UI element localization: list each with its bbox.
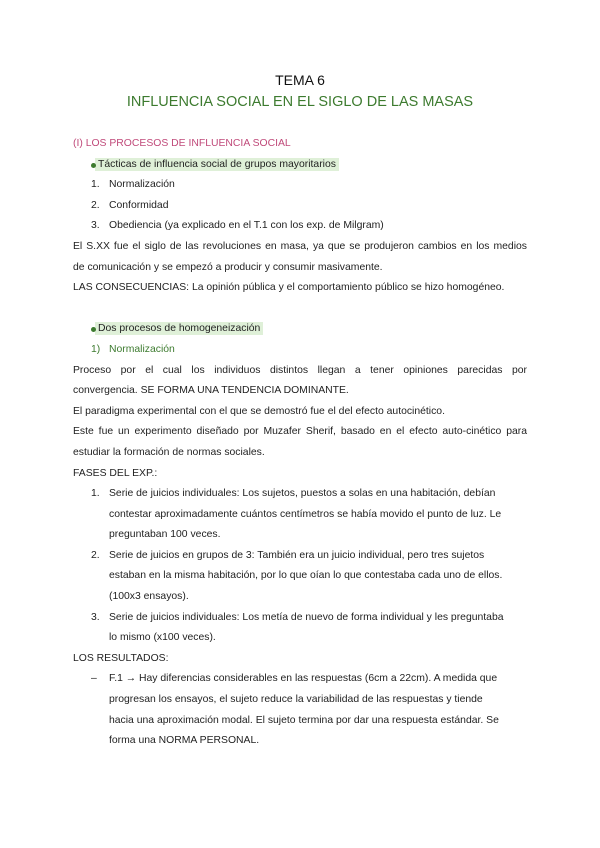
list-text: Conformidad xyxy=(109,199,169,211)
section-heading: (I) LOS PROCESOS DE INFLUENCIA SOCIAL xyxy=(73,138,291,149)
paragraph-line: convergencia. SE FORMA UNA TENDENCIA DOMINANTE. xyxy=(73,385,349,397)
list-number: 1. xyxy=(91,179,100,191)
bullet-tacticas xyxy=(73,155,527,176)
page-title: INFLUENCIA SOCIAL EN EL SIGLO DE LAS MASAS xyxy=(126,94,474,110)
list-continuation: forma una NORMA PERSONAL. xyxy=(109,735,260,747)
list-number: 3. xyxy=(91,220,100,232)
bullet-text: Dos procesos de homogeneización xyxy=(95,322,263,335)
list-item xyxy=(73,175,527,196)
list-continuation: estaban en la misma habitación, por lo que oían lo que contestaba cada uno de ellos. xyxy=(109,570,503,582)
list-number: 1. xyxy=(91,488,100,500)
list-text: Serie de juicios individuales: Los metía de nuevo de forma individual y les preguntaba xyxy=(109,611,504,623)
list-continuation: lo mismo (x100 veces). xyxy=(109,632,216,644)
spacer xyxy=(73,299,527,320)
list-item xyxy=(73,484,527,505)
dash-marker: – xyxy=(91,673,97,685)
fases-label: FASES DEL EXP.: xyxy=(73,467,158,479)
list-continuation: contestar aproximadamente cuántos centímetros se había movido el punto de luz. Le xyxy=(109,508,502,520)
resultado-item xyxy=(73,669,527,690)
paragraph-line: estudiar la formación de normas sociales. xyxy=(73,446,265,458)
resultados-label: LOS RESULTADOS: xyxy=(73,652,169,664)
list-continuation: preguntaban 100 veces. xyxy=(109,529,221,541)
bullet-homogeneizacion xyxy=(73,319,527,340)
tema-number: TEMA 6 xyxy=(275,72,325,88)
bullet-text: Tácticas de influencia social de grupos mayoritarios xyxy=(95,158,339,171)
list-number: 2. xyxy=(91,199,100,211)
list-continuation: hacia una aproximación modal. El sujeto termina por dar una respuesta estándar. Se xyxy=(109,714,499,726)
paragraph-line: El S.XX fue el siglo de las revoluciones en masa, ya que se produjeron cambios en los medios xyxy=(73,240,527,252)
paragraph-line: El paradigma experimental con el que se demostró fue el del efecto autocinético. xyxy=(73,405,445,417)
paragraph-line: Proceso por el cual los individuos distintos llegan a tener opiniones parecidas por xyxy=(73,364,527,376)
list-item xyxy=(73,196,527,217)
list-text: F.1 → Hay diferencias considerables en las respuestas (6cm a 22cm). A medida que xyxy=(109,673,498,685)
list-number: 3. xyxy=(91,611,100,623)
list-number: 1) xyxy=(91,343,101,355)
bullet-icon xyxy=(91,163,96,168)
list-continuation: progresan los ensayos, el sujeto reduce la variabilidad de las respuestas y tiende xyxy=(109,694,483,706)
list-item xyxy=(73,546,527,567)
subheading-text: Normalización xyxy=(109,343,175,355)
list-item xyxy=(73,216,527,237)
list-continuation: (100x3 ensayos). xyxy=(109,591,189,603)
paragraph-consecuencias: LAS CONSECUENCIAS: La opinión pública y el comportamiento público se hizo homogéneo. xyxy=(73,282,505,294)
paragraph-line: Este fue un experimento diseñado por Muzafer Sherif, basado en el efecto auto-cinético para xyxy=(73,426,527,438)
paragraph-line: de comunicación y se empezó a producir y consumir masivamente. xyxy=(73,261,383,273)
subheading-normalizacion xyxy=(73,340,527,361)
list-text: Serie de juicios en grupos de 3: También era un juicio individual, pero tres sujetos xyxy=(109,549,485,561)
list-text: Normalización xyxy=(109,179,175,191)
list-text: Obediencia (ya explicado en el T.1 con los exp. de Milgram) xyxy=(109,220,384,232)
document-body xyxy=(73,134,527,752)
list-item xyxy=(73,608,527,629)
list-number: 2. xyxy=(91,549,100,561)
list-text: Serie de juicios individuales: Los sujetos, puestos a solas en una habitación, debían xyxy=(109,488,496,500)
